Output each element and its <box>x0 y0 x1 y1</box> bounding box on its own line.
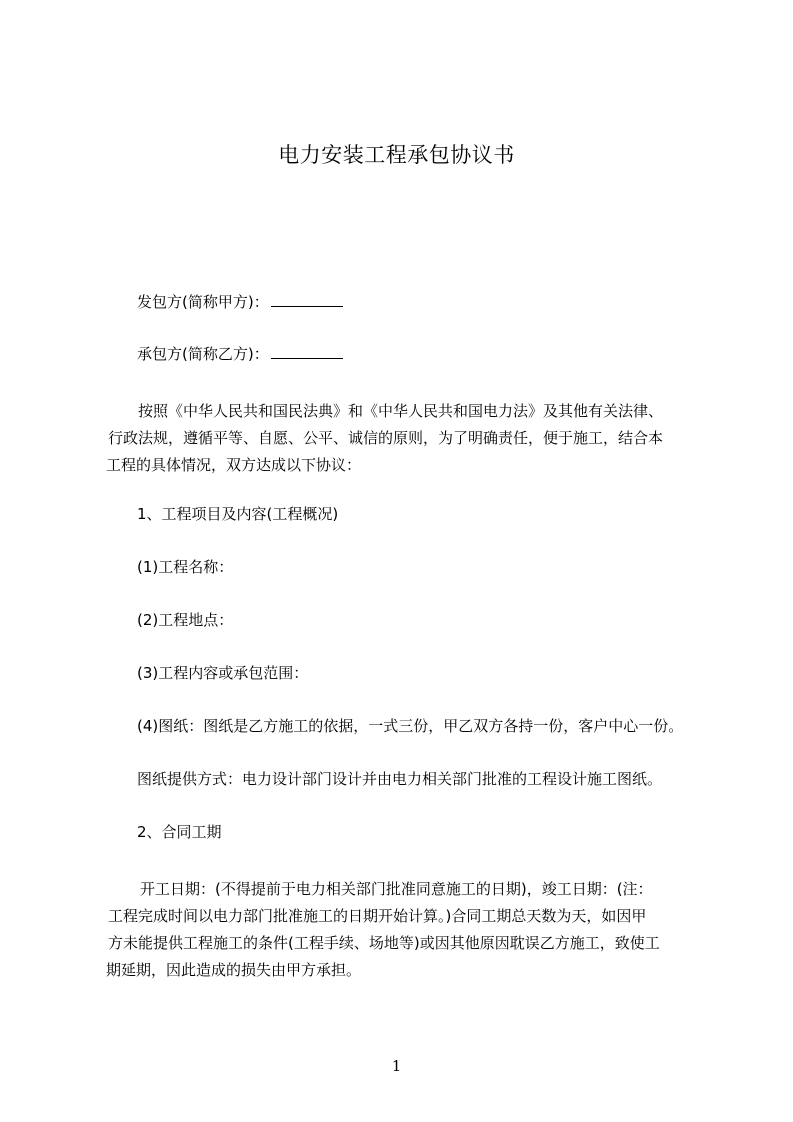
schedule-line-1: 开工日期：(不得提前于电力相关部门批准同意施工的日期)，竣工日期：(注： <box>140 880 653 898</box>
intro-line-3: 工程的具体情况，双方达成以下协议： <box>106 456 362 474</box>
section-1-heading: 1、工程项目及内容(工程概况) <box>137 505 339 523</box>
party-a-label: 发包方(简称甲方)： <box>137 293 269 311</box>
item-project-name: (1)工程名称： <box>137 558 234 576</box>
party-b-label: 承包方(简称乙方)： <box>137 345 269 363</box>
party-a-line <box>137 292 343 312</box>
section-2-heading: 2、合同工期 <box>137 823 222 841</box>
party-b-line <box>137 344 343 364</box>
item-drawings: (4)图纸：图纸是乙方施工的依据，一式三份，甲乙双方各持一份，客户中心一份。 <box>137 717 684 735</box>
schedule-line-3: 方未能提供工程施工的条件(工程手续、场地等)或因其他原因耽误乙方施工，致使工 <box>108 934 660 952</box>
schedule-line-2: 工程完成时间以电力部门批准施工的日期开始计算。)合同工期总天数为天，如因甲 <box>108 907 647 925</box>
intro-line-2: 行政法规，遵循平等、自愿、公平、诚信的原则，为了明确责任，便于施工，结合本 <box>108 429 664 447</box>
party-b-blank <box>271 344 343 359</box>
intro-line-1: 按照《中华人民共和国民法典》和《中华人民共和国电力法》及其他有关法律、 <box>138 402 664 420</box>
intro-paragraph <box>106 398 706 479</box>
document-title: 电力安装工程承包协议书 <box>278 143 515 167</box>
item-project-scope: (3)工程内容或承包范围： <box>137 664 309 682</box>
schedule-line-4: 期延期，因此造成的损失由甲方承担。 <box>106 961 362 979</box>
drawing-supply-method: 图纸提供方式：电力设计部门设计并由电力相关部门批准的工程设计施工图纸。 <box>137 770 663 788</box>
party-a-blank <box>271 292 343 307</box>
item-project-location: (2)工程地点： <box>137 611 234 629</box>
page-number: 1 <box>391 1057 402 1075</box>
schedule-paragraph <box>106 876 706 984</box>
